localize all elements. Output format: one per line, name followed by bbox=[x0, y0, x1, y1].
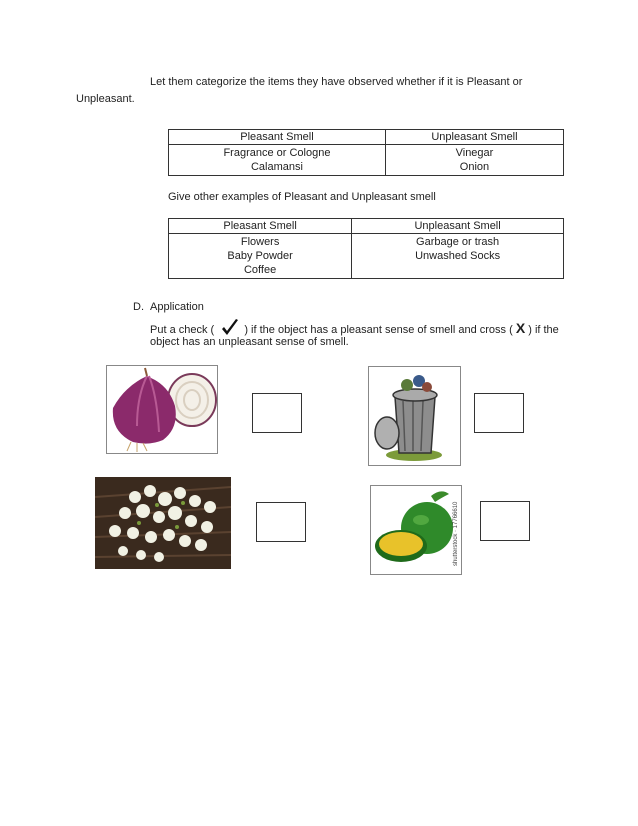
header-unpleasant: Unpleasant Smell bbox=[385, 130, 563, 145]
header-unpleasant: Unpleasant Smell bbox=[352, 219, 564, 234]
pleasant-item: Fragrance or Cologne bbox=[223, 147, 331, 159]
header-pleasant: Pleasant Smell bbox=[169, 219, 352, 234]
section-title: Application bbox=[150, 301, 204, 313]
pleasant-item: Baby Powder bbox=[227, 250, 293, 262]
onion-image bbox=[106, 365, 218, 454]
header-pleasant: Pleasant Smell bbox=[169, 130, 386, 145]
trash-can-image bbox=[368, 366, 461, 466]
instruction-line-2: object has an unpleasant sense of smell. bbox=[150, 336, 349, 348]
unpleasant-item: Vinegar bbox=[455, 147, 494, 159]
section-letter: D. bbox=[133, 301, 144, 313]
unpleasant-cell bbox=[385, 145, 563, 176]
unpleasant-item: Onion bbox=[459, 161, 490, 173]
give-examples-text: Give other examples of Pleasant and Unpleasant smell bbox=[168, 191, 436, 203]
answer-box-onion[interactable] bbox=[252, 393, 302, 433]
cross-mark: X bbox=[515, 320, 526, 336]
jasmine-flowers-image bbox=[95, 477, 231, 569]
intro-line-2: Unpleasant. bbox=[76, 93, 135, 105]
categorize-table bbox=[168, 129, 564, 176]
instruction-line-1 bbox=[150, 318, 559, 336]
green-fruit-image bbox=[370, 485, 462, 575]
instruction-part-a: Put a check ( bbox=[150, 324, 215, 336]
answer-box-trash[interactable] bbox=[474, 393, 524, 433]
unpleasant-cell bbox=[352, 234, 564, 279]
examples-table bbox=[168, 218, 564, 279]
unpleasant-item: Garbage or trash bbox=[416, 236, 500, 248]
instruction-part-c: ) if the bbox=[528, 324, 559, 336]
instruction-part-b: ) if the object has a pleasant sense of smell and cross ( bbox=[244, 324, 513, 336]
check-icon bbox=[220, 318, 238, 336]
stock-watermark: shutterstock · 17766610 bbox=[453, 501, 459, 566]
pleasant-item: Flowers bbox=[240, 236, 280, 248]
pleasant-cell bbox=[169, 234, 352, 279]
unpleasant-item: Unwashed Socks bbox=[415, 250, 501, 262]
pleasant-cell bbox=[169, 145, 386, 176]
intro-line-1: Let them categorize the items they have observed whether if it is Pleasant or bbox=[150, 76, 523, 88]
answer-box-fruit[interactable] bbox=[480, 501, 530, 541]
pleasant-item: Coffee bbox=[243, 264, 277, 276]
pleasant-item: Calamansi bbox=[250, 161, 303, 173]
answer-box-flowers[interactable] bbox=[256, 502, 306, 542]
